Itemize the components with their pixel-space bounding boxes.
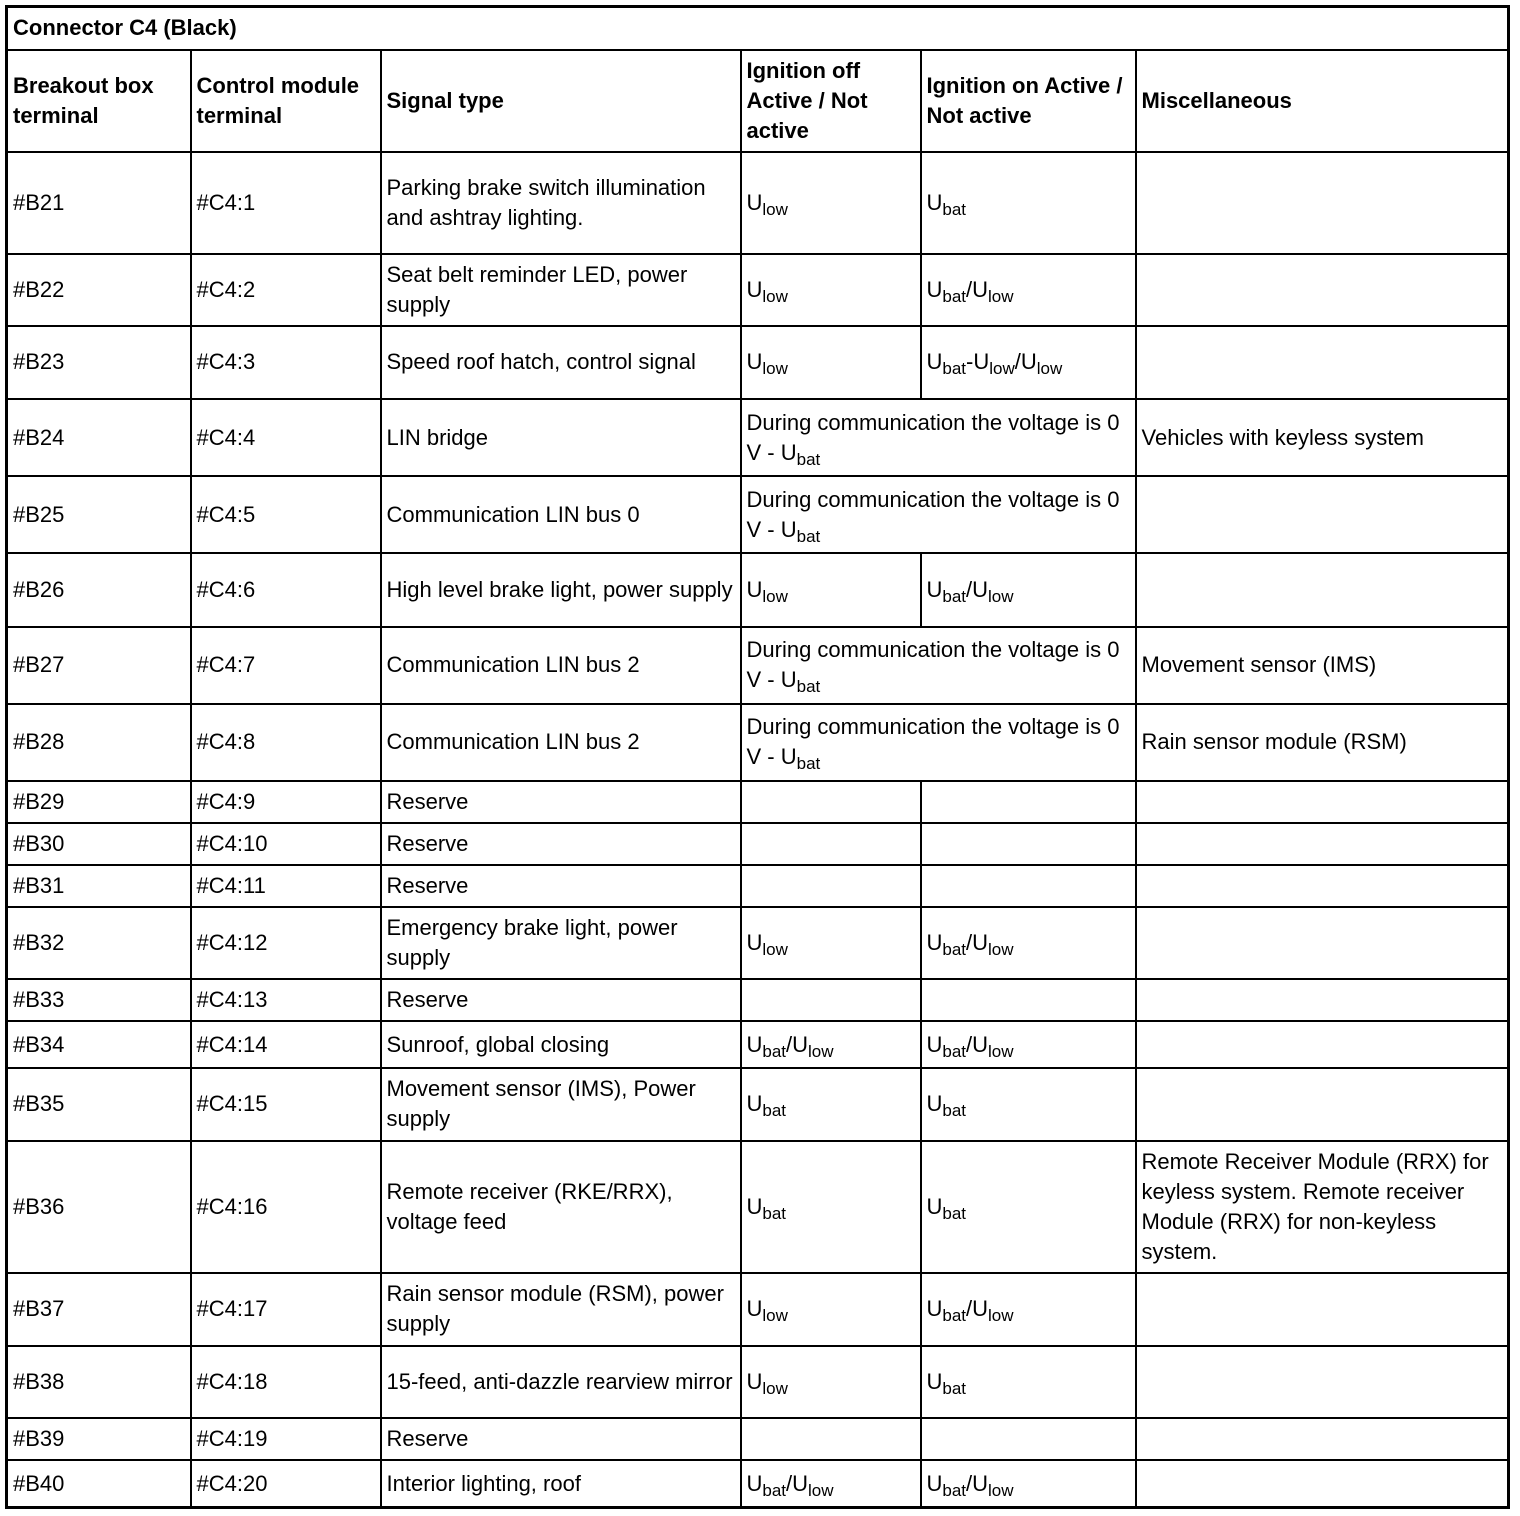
control-terminal: #C4:11: [196, 873, 266, 898]
breakout-terminal: #B40: [13, 1470, 65, 1496]
voltage-symbol: U: [926, 1193, 943, 1219]
breakout-terminal: #B39: [13, 1426, 65, 1452]
voltage-subscript: bat: [942, 359, 967, 379]
table-row: [7, 399, 1509, 476]
ignition-on-cell: [921, 553, 1136, 626]
voltage-symbol: /U: [966, 276, 989, 302]
ignition-off-cell: [741, 1273, 921, 1346]
signal-type: Communication LIN bus 2: [386, 729, 640, 755]
voltage-symbol: U: [746, 1470, 763, 1496]
signal-type-cell: [381, 907, 741, 979]
signal-type-cell: [381, 1346, 741, 1418]
voltage-symbol: U: [926, 930, 943, 956]
voltage-subscript: low: [762, 199, 788, 219]
breakout-terminal-cell: [7, 1021, 191, 1068]
signal-type: Reserve: [386, 788, 469, 814]
breakout-terminal-cell: [7, 152, 191, 254]
table-row: [7, 1346, 1509, 1418]
signal-type: Movement sensor (IMS), Power supply: [386, 1076, 696, 1132]
breakout-terminal: #B35: [13, 1091, 65, 1117]
voltage-subscript: bat: [942, 586, 967, 606]
signal-type: Reserve: [386, 873, 469, 898]
miscellaneous-cell: [1136, 152, 1509, 254]
breakout-terminal-cell: [7, 1141, 191, 1273]
signal-type: LIN bridge: [386, 424, 489, 450]
voltage-symbol: /U: [966, 1470, 989, 1496]
miscellaneous-cell: [1136, 326, 1509, 399]
breakout-terminal-cell: [7, 326, 191, 399]
ignition-off-cell: [741, 1141, 921, 1273]
control-terminal: #C4:19: [196, 1426, 268, 1452]
ignition-off-cell: [741, 1021, 921, 1068]
table-row: [7, 979, 1509, 1021]
ignition-on-cell: [921, 1021, 1136, 1068]
voltage-subscript: bat: [942, 940, 967, 960]
table-row: [7, 704, 1509, 781]
breakout-terminal: #B27: [13, 652, 65, 678]
signal-type: Emergency brake light, power supply: [386, 915, 678, 971]
ignition-on-cell: [921, 907, 1136, 979]
voltage-symbol: U: [746, 189, 763, 215]
signal-type-cell: [381, 627, 741, 704]
control-terminal-cell: [191, 553, 381, 626]
control-terminal: #C4:13: [196, 987, 268, 1013]
ignition-on-cell: [921, 1418, 1136, 1460]
control-terminal-cell: [191, 1273, 381, 1346]
signal-type: Sunroof, global closing: [386, 1031, 610, 1057]
signal-type-cell: [381, 476, 741, 553]
voltage-symbol: U: [926, 1369, 943, 1395]
voltage-symbol: /U: [966, 1031, 989, 1057]
signal-type-cell: [381, 1068, 741, 1140]
table-row: [7, 907, 1509, 979]
table-row: [7, 1141, 1509, 1273]
miscellaneous-text: Rain sensor module (RSM): [1141, 729, 1407, 755]
breakout-terminal-cell: [7, 553, 191, 626]
ignition-off-cell: [741, 152, 921, 254]
voltage-symbol: /U: [966, 930, 989, 956]
voltage-symbol: /U: [786, 1031, 809, 1057]
voltage-symbol: /U: [786, 1470, 809, 1496]
breakout-terminal: #B22: [13, 276, 65, 302]
communication-voltage-cell: [741, 399, 1136, 476]
control-terminal: #C4:8: [196, 729, 256, 755]
control-terminal-cell: [191, 399, 381, 476]
voltage-symbol: /U: [966, 576, 989, 602]
breakout-terminal: #B38: [13, 1369, 65, 1395]
voltage-subscript: low: [762, 1306, 788, 1326]
voltage-symbol: U: [746, 576, 763, 602]
voltage-symbol: U: [926, 349, 943, 375]
signal-type-cell: [381, 865, 741, 907]
signal-type-cell: [381, 781, 741, 823]
breakout-terminal: #B36: [13, 1193, 65, 1219]
breakout-terminal-cell: [7, 1068, 191, 1140]
ignition-off-cell: [741, 1460, 921, 1507]
breakout-terminal: #B25: [13, 501, 65, 527]
voltage-symbol: /U: [1014, 349, 1037, 375]
breakout-terminal-cell: [7, 1273, 191, 1346]
voltage-subscript: low: [762, 1379, 788, 1399]
voltage-subscript: bat: [942, 1480, 967, 1500]
miscellaneous-cell: [1136, 704, 1509, 781]
miscellaneous-cell: [1136, 979, 1509, 1021]
voltage-subscript: bat: [796, 677, 821, 697]
miscellaneous-text: Remote Receiver Module (RRX) for keyless system. Remote receiver Module (RRX) for non-keyless system.: [1141, 1148, 1489, 1264]
control-terminal: #C4:2: [196, 276, 256, 302]
signal-type: Parking brake switch illumination and ashtray lighting.: [386, 174, 706, 230]
breakout-terminal-cell: [7, 1346, 191, 1418]
header-miscellaneous: Miscellaneous: [1136, 50, 1509, 152]
voltage-subscript: bat: [942, 286, 967, 306]
ignition-on-cell: [921, 1273, 1136, 1346]
table-row: [7, 553, 1509, 626]
miscellaneous-cell: [1136, 1141, 1509, 1273]
voltage-symbol: U: [746, 930, 763, 956]
signal-type-cell: [381, 1418, 741, 1460]
breakout-terminal-cell: [7, 704, 191, 781]
breakout-terminal-cell: [7, 476, 191, 553]
signal-type: Interior lighting, roof: [386, 1470, 581, 1496]
voltage-subscript: low: [808, 1041, 834, 1061]
table-row: [7, 865, 1509, 907]
control-terminal: #C4:4: [196, 424, 256, 450]
ignition-on-cell: [921, 823, 1136, 865]
ignition-off-cell: [741, 823, 921, 865]
control-terminal-cell: [191, 1021, 381, 1068]
signal-type-cell: [381, 553, 741, 626]
breakout-terminal: #B21: [13, 189, 65, 215]
voltage-symbol: U: [746, 349, 763, 375]
voltage-subscript: low: [762, 586, 788, 606]
control-terminal: #C4:14: [196, 1031, 268, 1057]
ignition-on-cell: [921, 1068, 1136, 1140]
voltage-subscript: bat: [762, 1041, 787, 1061]
miscellaneous-cell: [1136, 907, 1509, 979]
voltage-subscript: bat: [942, 199, 967, 219]
table-title: Connector C4 (Black): [7, 7, 1509, 50]
voltage-subscript: bat: [942, 1101, 967, 1121]
signal-type: Speed roof hatch, control signal: [386, 349, 696, 375]
voltage-symbol: U: [926, 576, 943, 602]
control-terminal: #C4:20: [196, 1470, 268, 1496]
signal-type: 15-feed, anti-dazzle rearview mirror: [386, 1369, 733, 1395]
table-row: [7, 781, 1509, 823]
table-row: [7, 476, 1509, 553]
table-row: [7, 1273, 1509, 1346]
control-terminal: #C4:6: [196, 576, 256, 602]
voltage-subscript: low: [762, 359, 788, 379]
ignition-off-cell: [741, 781, 921, 823]
signal-type-cell: [381, 979, 741, 1021]
voltage-symbol: U: [926, 276, 943, 302]
signal-type: Reserve: [386, 1426, 469, 1452]
communication-voltage-cell: [741, 627, 1136, 704]
header-ignition-on: Ignition on Active / Not active: [921, 50, 1136, 152]
signal-type-cell: [381, 326, 741, 399]
voltage-subscript: low: [762, 940, 788, 960]
voltage-subscript: low: [988, 940, 1014, 960]
voltage-subscript: bat: [762, 1480, 787, 1500]
voltage-symbol: U: [746, 276, 763, 302]
control-terminal-cell: [191, 326, 381, 399]
table-row: [7, 1021, 1509, 1068]
control-terminal: #C4:15: [196, 1091, 268, 1117]
control-terminal-cell: [191, 152, 381, 254]
table-row: [7, 326, 1509, 399]
miscellaneous-cell: [1136, 553, 1509, 626]
voltage-subscript: low: [988, 286, 1014, 306]
ignition-on-cell: [921, 1346, 1136, 1418]
signal-type-cell: [381, 1460, 741, 1507]
voltage-subscript: low: [988, 1041, 1014, 1061]
ignition-off-cell: [741, 1346, 921, 1418]
breakout-terminal: #B37: [13, 1296, 65, 1322]
table-row: [7, 1418, 1509, 1460]
breakout-terminal: #B28: [13, 729, 65, 755]
signal-type-cell: [381, 704, 741, 781]
control-terminal: #C4:10: [196, 830, 268, 856]
signal-type: Rain sensor module (RSM), power supply: [386, 1281, 724, 1337]
ignition-on-cell: [921, 1141, 1136, 1273]
breakout-terminal: #B30: [13, 830, 65, 856]
voltage-subscript: bat: [796, 449, 821, 469]
miscellaneous-cell: [1136, 1273, 1509, 1346]
ignition-on-cell: [921, 152, 1136, 254]
table-row: [7, 823, 1509, 865]
miscellaneous-cell: [1136, 823, 1509, 865]
signal-type-cell: [381, 823, 741, 865]
voltage-subscript: low: [762, 286, 788, 306]
miscellaneous-cell: [1136, 254, 1509, 326]
table-row: [7, 152, 1509, 254]
signal-type: Seat belt reminder LED, power supply: [386, 261, 688, 317]
breakout-terminal: #B26: [13, 576, 65, 602]
miscellaneous-cell: [1136, 781, 1509, 823]
control-terminal-cell: [191, 907, 381, 979]
breakout-terminal-cell: [7, 823, 191, 865]
voltage-subscript: low: [988, 1480, 1014, 1500]
control-terminal: #C4:12: [196, 930, 268, 956]
control-terminal-cell: [191, 704, 381, 781]
control-terminal-cell: [191, 823, 381, 865]
control-terminal: #C4:16: [196, 1193, 268, 1219]
voltage-symbol: U: [746, 1031, 763, 1057]
breakout-terminal-cell: [7, 781, 191, 823]
voltage-symbol: U: [746, 1091, 763, 1117]
signal-type-cell: [381, 254, 741, 326]
voltage-subscript: bat: [796, 526, 821, 546]
voltage-subscript: bat: [942, 1041, 967, 1061]
control-terminal: #C4:7: [196, 652, 256, 678]
ignition-on-cell: [921, 1460, 1136, 1507]
control-terminal: #C4:5: [196, 501, 256, 527]
control-terminal-cell: [191, 781, 381, 823]
breakout-terminal-cell: [7, 399, 191, 476]
control-terminal: #C4:3: [196, 349, 256, 375]
voltage-symbol: U: [746, 1369, 763, 1395]
title-row: [7, 7, 1509, 50]
control-terminal: #C4:1: [196, 189, 256, 215]
miscellaneous-cell: [1136, 399, 1509, 476]
communication-voltage-cell: [741, 476, 1136, 553]
control-terminal-cell: [191, 1460, 381, 1507]
signal-type: High level brake light, power supply: [386, 576, 733, 602]
control-terminal-cell: [191, 979, 381, 1021]
miscellaneous-cell: [1136, 1346, 1509, 1418]
header-breakout-box-terminal: Breakout box terminal: [7, 50, 191, 152]
voltage-subscript: bat: [942, 1203, 967, 1223]
table-body: [7, 152, 1509, 1508]
control-terminal-cell: [191, 1346, 381, 1418]
breakout-terminal-cell: [7, 907, 191, 979]
ignition-off-cell: [741, 1418, 921, 1460]
control-terminal-cell: [191, 476, 381, 553]
breakout-terminal-cell: [7, 1418, 191, 1460]
ignition-on-cell: [921, 781, 1136, 823]
signal-type-cell: [381, 1141, 741, 1273]
control-terminal: #C4:17: [196, 1296, 268, 1322]
voltage-subscript: bat: [796, 754, 821, 774]
communication-voltage-text: During communication the voltage is 0 V - U: [746, 486, 1120, 542]
voltage-subscript: low: [988, 1306, 1014, 1326]
breakout-terminal-cell: [7, 979, 191, 1021]
control-terminal-cell: [191, 627, 381, 704]
breakout-terminal-cell: [7, 254, 191, 326]
voltage-subscript: bat: [762, 1101, 787, 1121]
breakout-terminal-cell: [7, 1460, 191, 1507]
voltage-subscript: low: [988, 586, 1014, 606]
voltage-symbol: U: [926, 1031, 943, 1057]
table-row: [7, 254, 1509, 326]
miscellaneous-cell: [1136, 627, 1509, 704]
voltage-symbol: U: [926, 1470, 943, 1496]
table-row: [7, 1460, 1509, 1507]
connector-table: [5, 5, 1510, 1509]
signal-type-cell: [381, 152, 741, 254]
voltage-subscript: low: [808, 1480, 834, 1500]
control-terminal-cell: [191, 1418, 381, 1460]
miscellaneous-cell: [1136, 1418, 1509, 1460]
voltage-symbol: -U: [966, 349, 990, 375]
header-signal-type: Signal type: [381, 50, 741, 152]
ignition-off-cell: [741, 979, 921, 1021]
communication-voltage-text: During communication the voltage is 0 V - U: [746, 637, 1120, 693]
miscellaneous-text: Vehicles with keyless system: [1141, 424, 1424, 450]
breakout-terminal-cell: [7, 627, 191, 704]
control-terminal: #C4:9: [196, 788, 256, 814]
ignition-off-cell: [741, 865, 921, 907]
voltage-symbol: U: [926, 1296, 943, 1322]
breakout-terminal: #B29: [13, 788, 65, 814]
signal-type: Communication LIN bus 0: [386, 501, 640, 527]
communication-voltage-text: During communication the voltage is 0 V - U: [746, 714, 1120, 770]
breakout-terminal: #B31: [13, 873, 65, 898]
ignition-off-cell: [741, 553, 921, 626]
voltage-subscript: low: [989, 359, 1015, 379]
breakout-terminal: #B23: [13, 349, 65, 375]
breakout-terminal-cell: [7, 865, 191, 907]
ignition-off-cell: [741, 254, 921, 326]
voltage-subscript: bat: [762, 1203, 787, 1223]
voltage-subscript: bat: [942, 1306, 967, 1326]
signal-type: Remote receiver (RKE/RRX), voltage feed: [386, 1178, 673, 1234]
miscellaneous-cell: [1136, 865, 1509, 907]
miscellaneous-text: Movement sensor (IMS): [1141, 652, 1377, 678]
miscellaneous-cell: [1136, 1460, 1509, 1507]
communication-voltage-text: During communication the voltage is 0 V - U: [746, 409, 1120, 465]
ignition-on-cell: [921, 979, 1136, 1021]
voltage-symbol: U: [926, 189, 943, 215]
ignition-off-cell: [741, 326, 921, 399]
header-ignition-off: Ignition off Active / Not active: [741, 50, 921, 152]
voltage-symbol: U: [746, 1296, 763, 1322]
signal-type-cell: [381, 1273, 741, 1346]
control-terminal: #C4:18: [196, 1369, 268, 1395]
communication-voltage-cell: [741, 704, 1136, 781]
header-control-module-terminal: Control module terminal: [191, 50, 381, 152]
miscellaneous-cell: [1136, 1068, 1509, 1140]
voltage-subscript: low: [1036, 359, 1063, 379]
signal-type-cell: [381, 399, 741, 476]
breakout-terminal: #B24: [13, 424, 65, 450]
ignition-on-cell: [921, 326, 1136, 399]
signal-type: Communication LIN bus 2: [386, 652, 640, 678]
breakout-terminal: #B32: [13, 930, 65, 956]
ignition-off-cell: [741, 1068, 921, 1140]
control-terminal-cell: [191, 865, 381, 907]
signal-type-cell: [381, 1021, 741, 1068]
ignition-on-cell: [921, 254, 1136, 326]
miscellaneous-cell: [1136, 476, 1509, 553]
voltage-symbol: /U: [966, 1296, 989, 1322]
control-terminal-cell: [191, 254, 381, 326]
control-terminal-cell: [191, 1068, 381, 1140]
control-terminal-cell: [191, 1141, 381, 1273]
miscellaneous-cell: [1136, 1021, 1509, 1068]
breakout-terminal: #B33: [13, 987, 65, 1013]
table-row: [7, 627, 1509, 704]
voltage-symbol: U: [926, 1091, 943, 1117]
ignition-off-cell: [741, 907, 921, 979]
header-row: [7, 50, 1509, 152]
voltage-symbol: U: [746, 1193, 763, 1219]
table-row: [7, 1068, 1509, 1140]
signal-type: Reserve: [386, 987, 469, 1013]
signal-type: Reserve: [386, 830, 469, 856]
voltage-subscript: bat: [942, 1379, 967, 1399]
breakout-terminal: #B34: [13, 1031, 65, 1057]
ignition-on-cell: [921, 865, 1136, 907]
